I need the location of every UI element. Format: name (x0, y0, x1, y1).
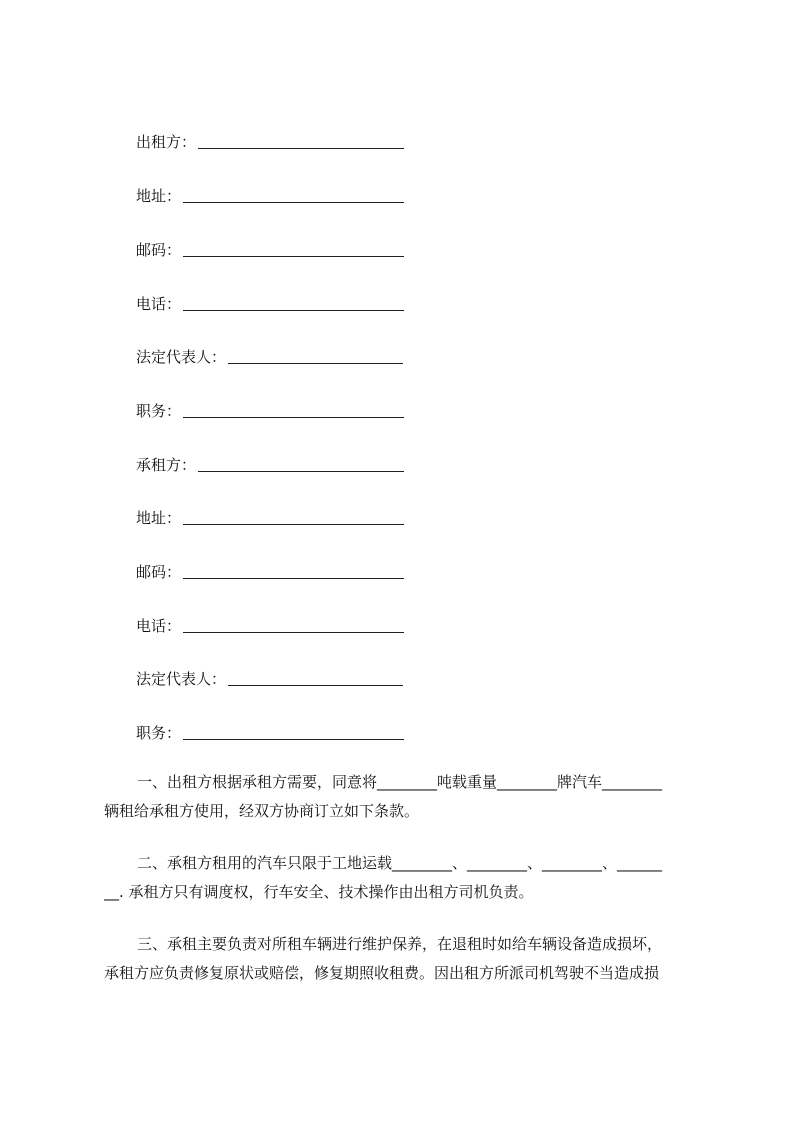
lessee-legal-rep-label: 法定代表人： (136, 670, 227, 688)
clause-1-line-1: 一、出租方根据承租方需要，同意将________吨载重量________牌汽车________ (137, 773, 663, 791)
lessor-phone-field (136, 290, 404, 314)
lessee-phone-field (136, 612, 404, 636)
lessee-postcode-label: 邮码： (136, 563, 182, 581)
lessee-address-blank[interactable] (183, 508, 404, 525)
lessor-field (136, 128, 404, 152)
lessee-position-field (136, 719, 404, 743)
lessee-field (136, 451, 404, 475)
lessor-postcode-field (136, 236, 404, 260)
clause-3-line-2: 承租方应负责修复原状或赔偿，修复期照收租费。因出租方所派司机驾驶不当造成损 (104, 964, 660, 982)
lessee-blank[interactable] (198, 455, 404, 472)
lessee-address-label: 地址： (136, 509, 182, 527)
clause-3-line-1: 三、承租主要负责对所租车辆进行维护保养，在退租时如给车辆设备造成损坏， (137, 935, 663, 953)
clause-2 (104, 849, 702, 907)
lessor-address-label: 地址： (136, 187, 182, 205)
lessee-postcode-blank[interactable] (183, 562, 404, 579)
lessor-phone-label: 电话： (136, 295, 182, 313)
lessor-position-field (136, 397, 404, 421)
lessor-position-label: 职务： (136, 402, 182, 420)
clause-2-line-1: 二、承租方租用的汽车只限于工地运载________、________、________、______ (137, 854, 663, 872)
lessee-legal-rep-blank[interactable] (228, 669, 403, 686)
lessee-label: 承租方： (136, 456, 197, 474)
lessor-position-blank[interactable] (183, 401, 404, 418)
clause-1-line-2: 辆租给承租方使用，经双方协商订立如下条款。 (104, 802, 420, 820)
lessor-postcode-label: 邮码： (136, 241, 182, 259)
lessor-blank[interactable] (198, 132, 404, 149)
lessee-address-field (136, 504, 404, 528)
lessor-legal-rep-label: 法定代表人： (136, 348, 227, 366)
lessee-position-blank[interactable] (183, 723, 404, 740)
clause-2-line-2: __. 承租方只有调度权，行车安全、技术操作由出租方司机负责。 (104, 883, 534, 901)
lessee-phone-blank[interactable] (183, 616, 404, 633)
lessor-phone-blank[interactable] (183, 294, 404, 311)
lessor-address-blank[interactable] (183, 186, 404, 203)
lessor-address-field (136, 182, 404, 206)
clause-1 (104, 768, 702, 826)
lessee-legal-rep-field (136, 665, 403, 689)
lessor-legal-rep-blank[interactable] (228, 347, 403, 364)
lessee-postcode-field (136, 558, 404, 582)
lessor-legal-rep-field (136, 343, 403, 367)
clause-3 (104, 930, 702, 988)
lessor-label: 出租方： (136, 133, 197, 151)
lessee-phone-label: 电话： (136, 617, 182, 635)
lessee-position-label: 职务： (136, 724, 182, 742)
lessor-postcode-blank[interactable] (183, 240, 404, 257)
